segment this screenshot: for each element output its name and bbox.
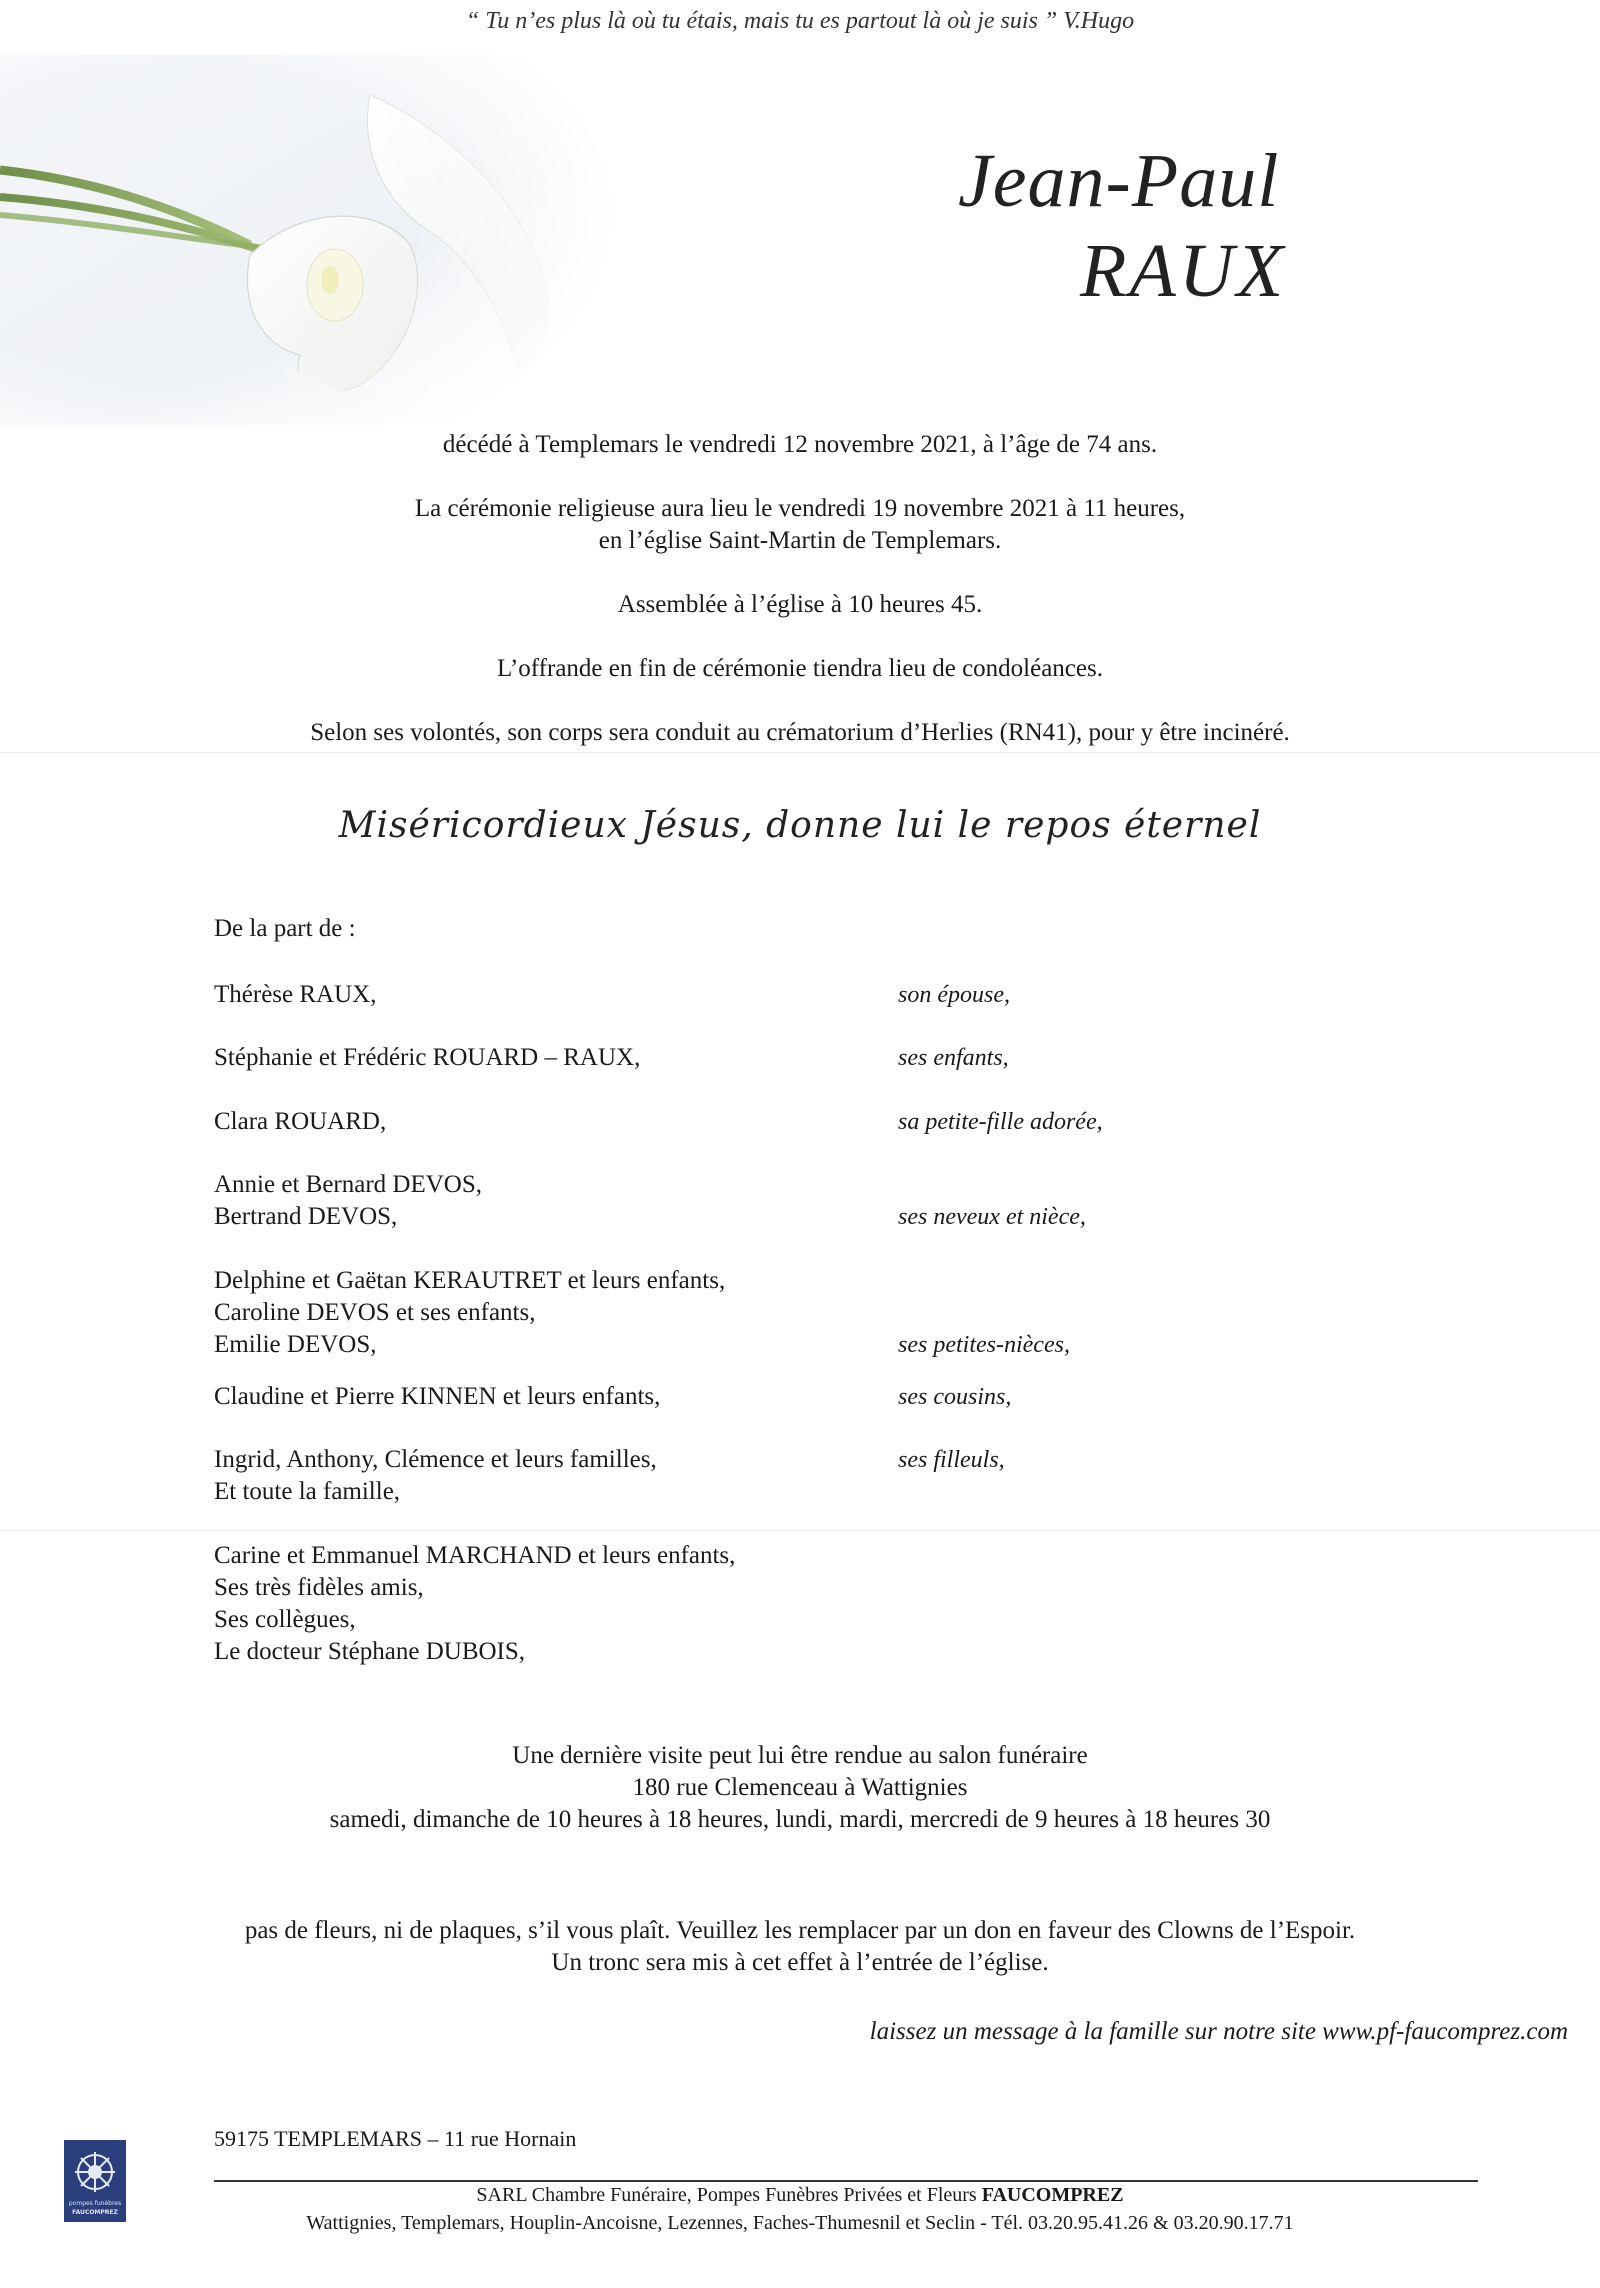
footer-divider: [214, 2180, 1478, 2182]
prayer-line: Miséricordieux Jésus, donne lui le repos éternel: [338, 805, 1262, 846]
flowers-line-2: Un tronc sera mis à cet effet à l’entrée de l’église.: [551, 1949, 1049, 1976]
assembly-notice: Assemblée à l’église à 10 heures 45.: [617, 591, 983, 618]
fold-line: [0, 752, 1600, 753]
family-name: Thérèse RAUX,: [214, 981, 377, 1008]
family-name: Caroline DEVOS et ses enfants,: [214, 1299, 536, 1326]
family-name: Ingrid, Anthony, Clémence et leurs familles,: [214, 1446, 657, 1473]
family-relation-2: ses enfants,: [898, 1045, 1009, 1071]
quote: “ Tu n’es plus là où tu étais, mais tu es partout là où je suis ” V.Hugo: [465, 8, 1135, 34]
family-name: Ses collègues,: [214, 1606, 356, 1633]
footer-company-name: FAUCOMPREZ: [981, 2184, 1124, 2206]
footer-address: 59175 TEMPLEMARS – 11 rue Hornain: [214, 2126, 577, 2151]
family-relation-7: ses filleuls,: [898, 1447, 1005, 1473]
visit-line-1: Une dernière visite peut lui être rendue au salon funéraire: [512, 1742, 1088, 1769]
footer-locations: Wattignies, Templemars, Houplin-Ancoisne, Lezennes, Faches-Thumesnil et Seclin - Tél. 03.20.95.41.26 & 03.20.90.17.71: [306, 2212, 1294, 2234]
logo-text-2: FAUCOMPREZ: [72, 2209, 118, 2216]
family-name: Clara ROUARD,: [214, 1108, 387, 1135]
from-label: De la part de :: [214, 915, 356, 942]
fold-line: [0, 1530, 1600, 1531]
family-group-7: [214, 1444, 657, 1508]
family-name: Stéphanie et Frédéric ROUARD – RAUX,: [214, 1044, 641, 1071]
death-notice: décédé à Templemars le vendredi 12 novembre 2021, à l’âge de 74 ans.: [442, 431, 1158, 458]
flowers-line-1: pas de fleurs, ni de plaques, s’il vous plaît. Veuillez les remplacer par un don en faveur des Clowns de l’Espoir.: [244, 1917, 1356, 1944]
family-name: Claudine et Pierre KINNEN et leurs enfants,: [214, 1383, 661, 1410]
offering-notice: L’offrande en fin de cérémonie tiendra lieu de condoléances.: [497, 655, 1103, 682]
family-name: Emilie DEVOS,: [214, 1331, 377, 1358]
family-name: Carine et Emmanuel MARCHAND et leurs enfants,: [214, 1542, 736, 1569]
footer-company-prefix: SARL Chambre Funéraire, Pompes Funèbres Privées et Fleurs: [476, 2184, 982, 2206]
family-group-4: [214, 1169, 482, 1233]
cremation-notice: Selon ses volontés, son corps sera conduit au crématorium d’Herlies (RN41), pour y être incinéré.: [310, 719, 1290, 746]
ceremony-line-2: en l’église Saint-Martin de Templemars.: [598, 527, 1002, 554]
family-group-3: [214, 1106, 386, 1138]
family-group-6: [214, 1381, 660, 1413]
family-name: Delphine et Gaëtan KERAUTRET et leurs enfants,: [214, 1267, 726, 1294]
family-name: Et toute la famille,: [214, 1478, 401, 1505]
family-relation-4: ses neveux et nièce,: [898, 1204, 1086, 1230]
footer-company: [0, 2184, 1600, 2207]
logo-text-1: pompes funèbres: [68, 2200, 122, 2207]
family-relation-3: sa petite-fille adorée,: [898, 1109, 1103, 1135]
company-logo: [64, 2140, 126, 2222]
family-relation-6: ses cousins,: [898, 1384, 1012, 1410]
calla-lily-image: [0, 55, 620, 425]
deceased-first-name: Jean-Paul: [958, 139, 1280, 223]
family-name: Le docteur Stéphane DUBOIS,: [214, 1638, 526, 1665]
ceremony-line-1: La cérémonie religieuse aura lieu le vendredi 19 novembre 2021 à 11 heures,: [414, 495, 1186, 522]
family-group-2: [214, 1042, 640, 1074]
family-name: Ses très fidèles amis,: [214, 1574, 424, 1601]
family-relation-1: son épouse,: [898, 982, 1010, 1008]
family-group-1: [214, 979, 376, 1011]
deceased-last-name: RAUX: [1080, 229, 1287, 313]
family-name: Bertrand DEVOS,: [214, 1203, 398, 1230]
visit-line-3: samedi, dimanche de 10 heures à 18 heures, lundi, mardi, mercredi de 9 heures à 18 heures 30: [329, 1806, 1271, 1833]
family-relation-5: ses petites-nièces,: [898, 1332, 1070, 1358]
website-message: laissez un message à la famille sur notre site www.pf-faucomprez.com: [869, 2018, 1568, 2045]
family-group-5: [214, 1265, 725, 1361]
family-group-8: [214, 1540, 735, 1668]
family-name: Annie et Bernard DEVOS,: [214, 1171, 482, 1198]
visit-line-2: 180 rue Clemenceau à Wattignies: [632, 1774, 968, 1801]
